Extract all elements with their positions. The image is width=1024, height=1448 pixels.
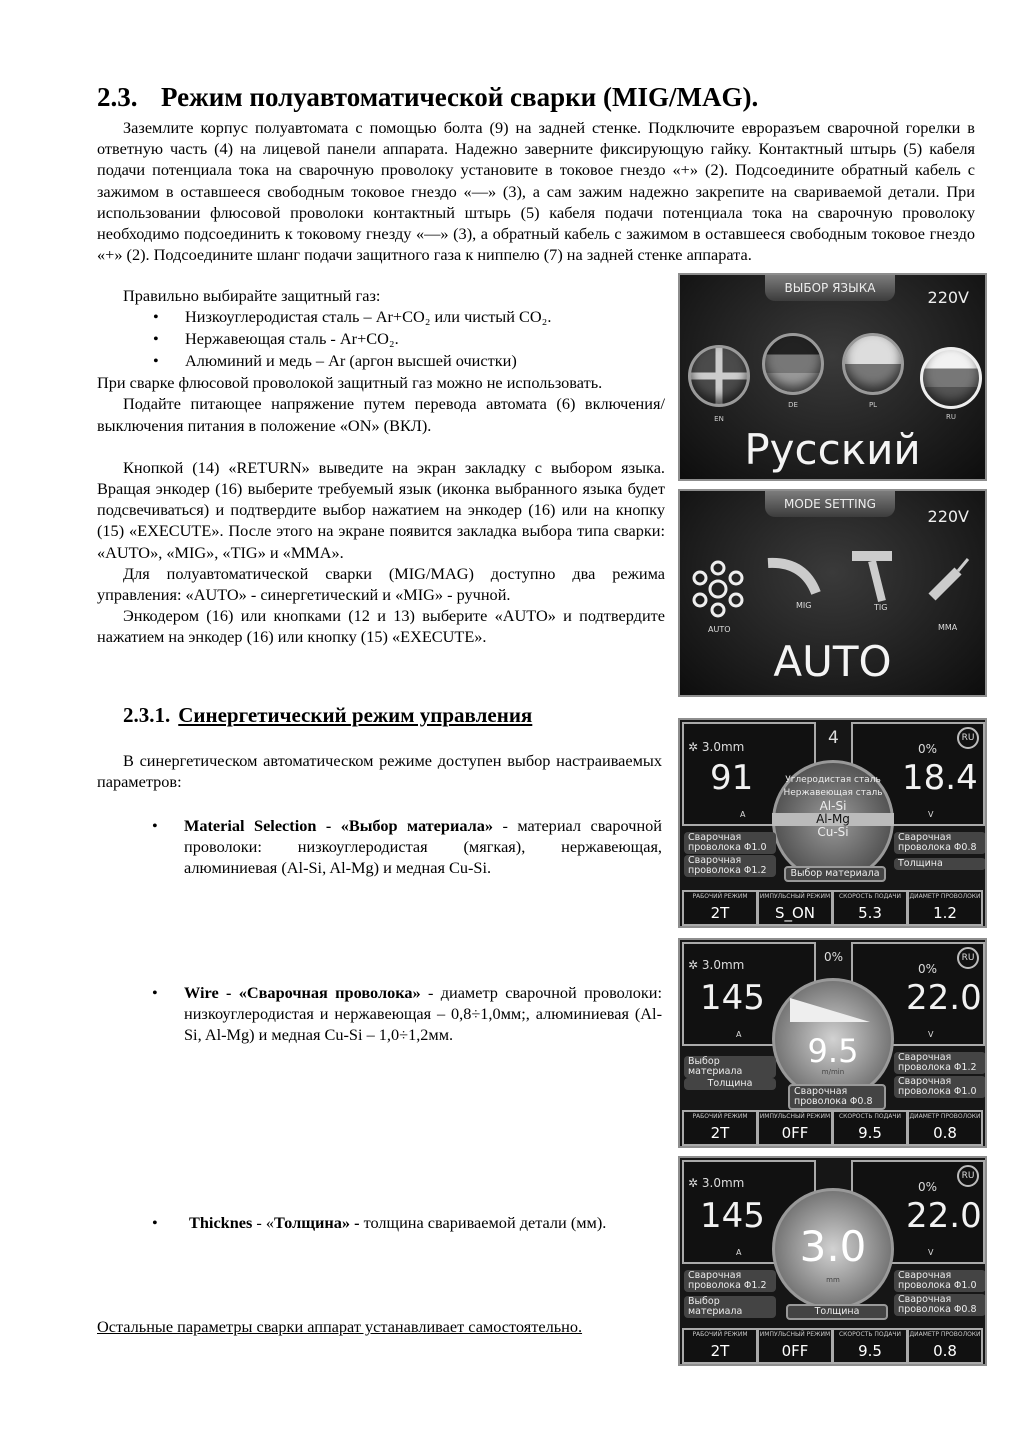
language-selected: Русский [744,425,921,474]
bullet-bold: Material Selection - «Выбор материала» [184,816,494,835]
subsection-number: 2.3.1. [123,703,171,727]
wire-gauge: ✲ 3.0mm [688,1176,745,1190]
bullet-bold: Thicknes [189,1213,253,1232]
mode-label: AUTO [708,625,731,634]
left-column [97,285,665,648]
work-mode-cell[interactable]: РАБОЧИЙ РЕЖИМ 2T [682,1110,758,1146]
percent-value: 0% [918,742,938,756]
return-paragraph: Кнопкой (14) «RETURN» выведите на экран закладку с выбором языка. Вращая энкодер (16) выберите требуемый язык (иконка выбранного языка будет подсвечиваться) и подтвердите выбор нажатием на энкодер (16) или на кнопку (15) «EXECUTE». После этого на экране появится закладка выбора типа сварки: «AUTO», «MIG», «TIG» и «MMA». [97,457,665,562]
bullet-text: толщина свариваемой детали (мм). [359,1213,607,1232]
material-option[interactable]: Углеродистая сталь [785,775,881,785]
wire-diameter-cell[interactable]: ДИАМЕТР ПРОВОЛОКИ 0.8 [907,1110,983,1146]
flag-ru-icon[interactable] [920,347,982,409]
voltage-value: 22.0 [906,978,982,1018]
wire-option-button[interactable]: Сварочная проволока Φ0.8 [894,1294,986,1316]
wire-button-selected[interactable]: Сварочная проволока Φ0.8 [788,1084,886,1110]
thickness-unit: mm [826,1276,840,1284]
tig-torch-icon[interactable] [848,549,898,609]
pulse-mode-cell[interactable]: ИМПУЛЬСНЫЙ РЕЖИМ 0FF [757,1328,833,1364]
mode-label: MMA [938,623,958,632]
wire-option-button[interactable]: Сварочная проволока Φ1.2 [894,1052,986,1074]
bullet-dot: • [152,1213,158,1232]
section-title: Режим полуавтоматической сварки (MIG/MAG). [161,82,759,112]
gas-list-item: • Низкоуглеродистая сталь – Ar+CO₂ или чистый CO₂. [97,306,665,328]
current-unit: A [736,1030,742,1039]
mode-label: MIG [796,601,812,610]
wire-option-button[interactable]: Сварочная проволока Φ1.0 [894,1076,986,1098]
wire-option-button[interactable]: Сварочная проволока Φ1.2 [684,855,776,877]
bullet-dot: • [152,816,158,835]
feed-speed-unit: m/min [821,1068,845,1076]
flag-pl-icon[interactable] [842,333,904,395]
gas-list-item: • Алюминий и медь – Ar (аргон высшей очистки) [97,350,665,372]
thickness-value: 3.0 [799,1222,867,1271]
mode-screen-header: MODE SETTING [765,491,895,517]
bullet-bold: Wire - «Сварочная проволока» [184,983,421,1002]
voltage-unit: V [928,1248,934,1257]
current-value: 91 [710,758,754,798]
thickness-button[interactable]: Толщина [684,1078,776,1090]
language-screen-header: ВЫБОР ЯЗЫКА [765,275,895,301]
top-value: 4 [828,728,839,748]
bullet-bold: Толщина» - [274,1213,360,1232]
thickness-button[interactable]: Толщина [894,858,986,870]
wire-option-button[interactable]: Сварочная проволока Φ1.2 [684,1270,776,1292]
material-button[interactable]: Выбор материала [684,1056,776,1078]
subsection-title: Синергетический режим управления [178,703,533,727]
mma-holder-icon[interactable] [918,553,974,613]
feed-ramp-icon [790,998,870,1022]
current-unit: A [740,810,746,819]
bullet-text: - « [252,1213,275,1232]
encoder-paragraph: Энкодером (16) или кнопками (12 и 13) выберите «AUTO» и подтвердите нажатием на энкодер (16) или кнопку (15) «EXECUTE». [97,606,665,647]
subsection-heading [123,703,532,728]
mig-torch-icon[interactable] [764,553,826,603]
section-heading [97,82,758,113]
material-option[interactable]: Al-Si [819,799,847,813]
flag-en-icon[interactable] [688,345,750,407]
work-mode-cell[interactable]: РАБОЧИЙ РЕЖИМ 2T [682,890,758,926]
power-paragraph: Подайте питающее напряжение путем перевода автомата (6) включения/выключения питания в положение «ON» (ВКЛ). [97,394,665,435]
bullet-wire [152,982,662,1046]
gas-intro: Правильно выбирайте защитный газ: [123,286,381,305]
bullet-material [152,815,663,879]
language-badge[interactable]: RU [957,727,979,749]
feed-speed-cell[interactable]: СКОРОСТЬ ПОДАЧИ 5.3 [832,890,908,926]
wire-diameter-cell[interactable]: ДИАМЕТР ПРОВОЛОКИ 0.8 [907,1328,983,1364]
current-value: 145 [700,978,765,1018]
language-screen-voltage: 220V [927,288,969,307]
snowflake-icon: ✲ [688,740,699,754]
pulse-mode-cell[interactable]: ИМПУЛЬСНЫЙ РЕЖИМ S_ON [757,890,833,926]
flag-label: DE [788,401,798,409]
material-option[interactable]: Cu-Si [817,825,849,839]
material-option[interactable]: Нержавеющая сталь [783,788,883,798]
top-value: 0% [824,950,844,964]
mode-label: TIG [874,603,888,612]
voltage-unit: V [928,1030,934,1039]
thickness-button-selected[interactable]: Толщина [786,1304,888,1320]
flag-label: PL [868,401,878,409]
language-badge[interactable]: RU [957,947,979,969]
percent-value: 0% [918,1180,938,1194]
flag-label: RU [946,413,956,421]
wire-gauge: ✲ 3.0mm [688,958,745,972]
pulse-mode-cell[interactable]: ИМПУЛЬСНЫЙ РЕЖИМ 0FF [757,1110,833,1146]
gas-list [97,306,665,372]
snowflake-icon: ✲ [688,958,699,972]
wire-option-button[interactable]: Сварочная проволока Φ1.0 [684,832,776,854]
material-list [772,774,894,839]
weld-screen-thickness [678,1156,987,1366]
language-screen [678,273,987,481]
wire-diameter-cell[interactable]: ДИАМЕТР ПРОВОЛОКИ 1.2 [907,890,983,926]
bullet-text: - материал сварочной проволоки: низкоуглеродистая (мягкая), нержавеющая, алюминиевая (Al-Si, Al-Mg) и медная Cu-Si. [184,816,663,878]
feed-speed-value: 9.5 [807,1032,859,1070]
modes-paragraph: Для полуавтоматической сварки (MIG/MAG) доступно два режима управления: «AUTO» - синергетический и «MIG» - ручной. [97,563,665,605]
footer-note: Остальные параметры сварки аппарат устанавливает самостоятельно. [97,1317,583,1336]
wire-gauge: ✲ 3.0mm [688,740,745,754]
work-mode-cell[interactable]: РАБОЧИЙ РЕЖИМ 2T [682,1328,758,1364]
synergic-paragraph: В синергетическом автоматическом режиме доступен выбор настраиваемых параметров: [97,751,662,792]
mode-screen-voltage: 220V [927,507,969,526]
material-button[interactable]: Выбор материала [784,866,886,882]
bullet-dot: • [152,983,158,1002]
weld-screen-wire [678,938,987,1148]
wire-option-button[interactable]: Сварочная проволока Φ1.0 [894,1270,986,1292]
current-unit: A [736,1248,742,1257]
mode-selected: AUTO [773,637,892,686]
voltage-value: 18.4 [902,758,978,798]
bullet-thickness [152,1212,659,1233]
voltage-unit: V [928,810,934,819]
snowflake-icon: ✲ [688,1176,699,1190]
auto-mode-icon[interactable] [688,559,748,619]
flag-label: EN [714,415,724,423]
percent-value: 0% [918,962,938,976]
material-option-selected[interactable]: Al-Mg [772,813,894,826]
flux-note: При сварке флюсовой проволокой защитный газ можно не использовать. [97,373,603,393]
intro-paragraph: Заземлите корпус полуавтомата с помощью болта (9) на задней стенке. Подключите евроразъем сварочной горелки в ответную часть (4) на лицевой панели аппарата. Надежно заверните фиксирующую гайку. Контактный штырь (5) кабеля подачи потенциала тока на сварочную проволоку установите в токовое гнездо «+» (2). Подсоедините обратный кабель с зажимом в оставшееся свободным токовое гнездо «—» (3), а сам зажим надежно закрепите на свариваемой детали. При использовании флюсовой проволоки контактный штырь (5) кабеля подачи потенциала тока на сварочную проволоку необходимо подсоединить к токовому гнезду «—» (3), а обратный кабель с зажимом в оставшееся свободным токовое гнездо «+» (2). Подсоедините шланг подачи защитного газа к ниппелю (7) на задней стенке аппарата. [97,118,975,265]
voltage-value: 22.0 [906,1196,982,1236]
material-button[interactable]: Выбор материала [684,1296,776,1318]
section-number: 2.3. [97,82,138,112]
mode-screen [678,489,987,697]
bullet-text: - диаметр сварочной проволоки: низкоуглеродистая и нержавеющая – 0,8÷1,0мм;, алюминиевая (Al-Si, Al-Mg) и медная Cu-Si – 1,0÷1,2мм. [184,983,662,1045]
feed-speed-cell[interactable]: СКОРОСТЬ ПОДАЧИ 9.5 [832,1110,908,1146]
weld-screen-material [678,718,987,928]
flag-de-icon[interactable] [762,333,824,395]
wire-option-button[interactable]: Сварочная проволока Φ0.8 [894,832,986,854]
gas-list-item: • Нержавеющая сталь - Ar+CO₂. [97,328,665,350]
feed-speed-cell[interactable]: СКОРОСТЬ ПОДАЧИ 9.5 [832,1328,908,1364]
language-badge[interactable]: RU [957,1165,979,1187]
current-value: 145 [700,1196,765,1236]
